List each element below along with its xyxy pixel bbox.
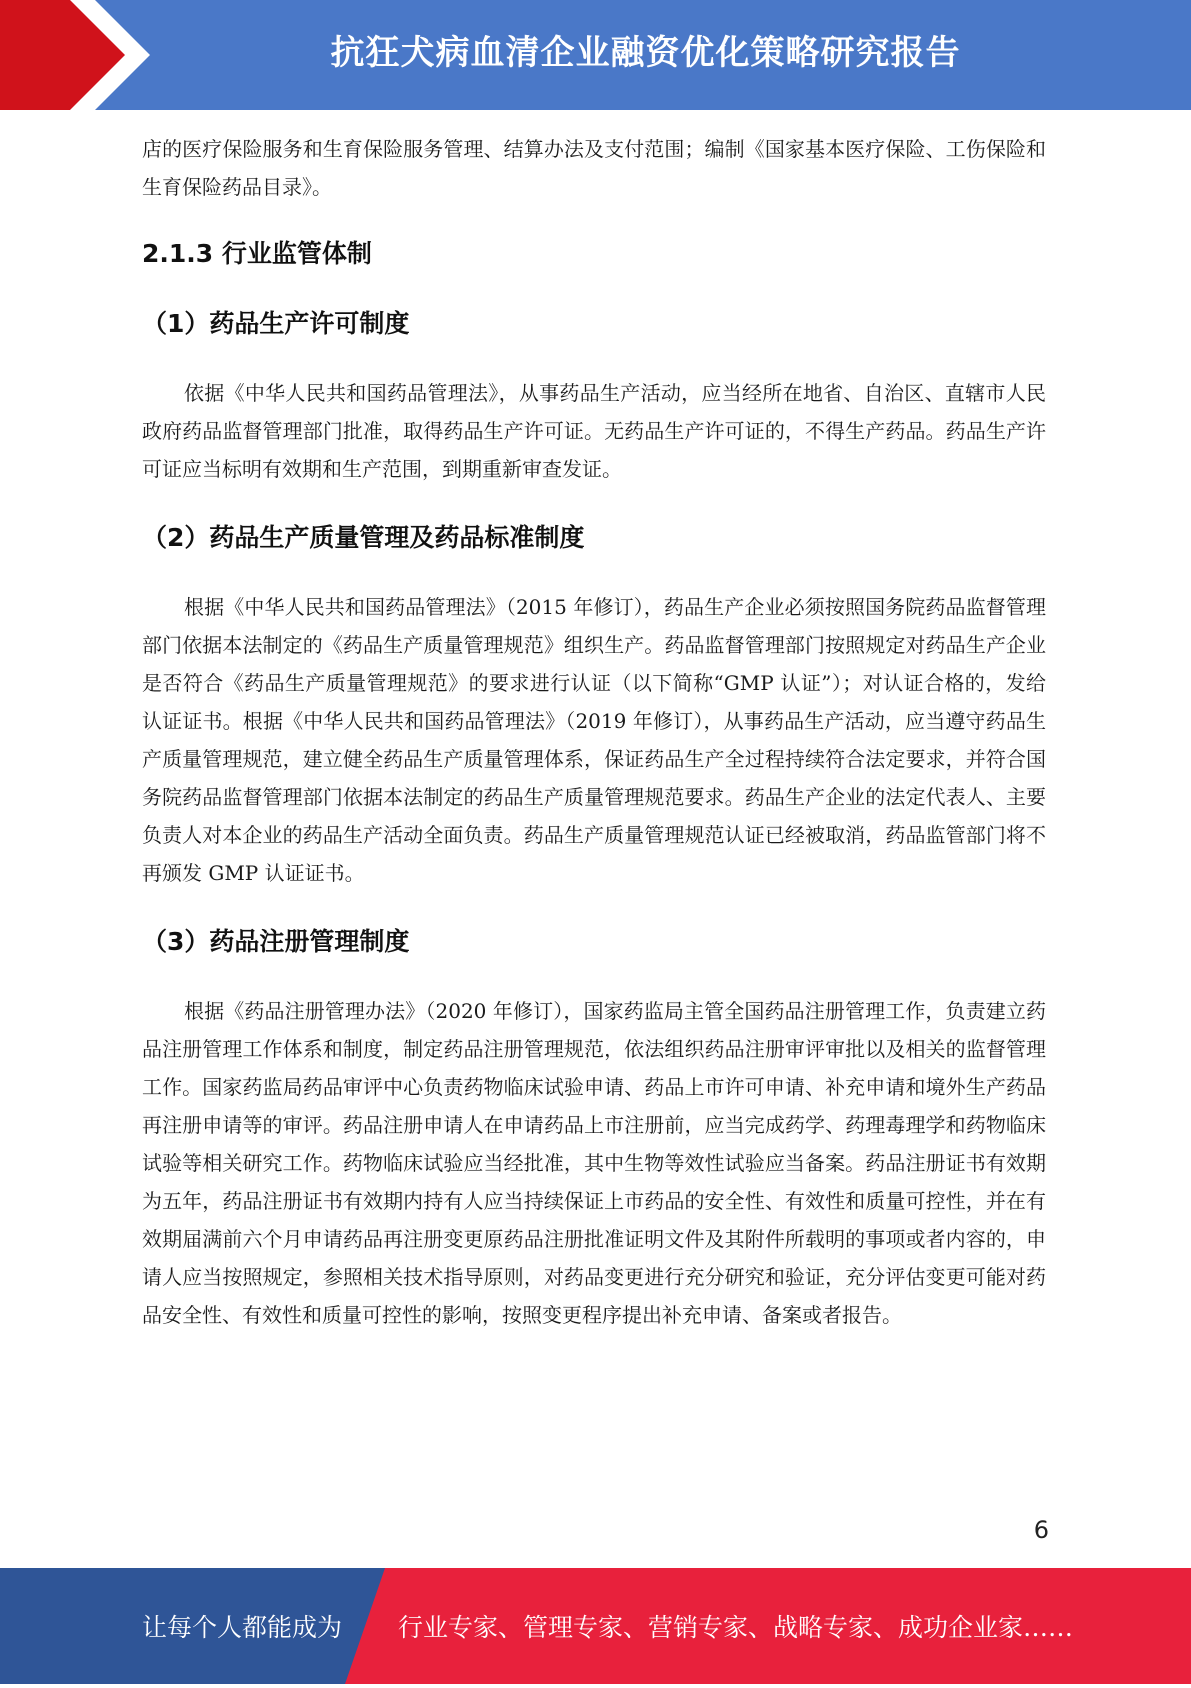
subsection-heading-1: （1）药品生产许可制度 xyxy=(142,309,410,338)
page-number: 6 xyxy=(1033,1516,1049,1544)
subsection-paragraph-1: 依据《中华人民共和国药品管理法》，从事药品生产活动，应当经所在地省、自治区、直辖市人民政府药品监督管理部门批准，取得药品生产许可证。无药品生产许可证的，不得生产药品。药品生产许可证应当标明有效期和生产范围，到期重新审查发证。 xyxy=(142,381,1046,481)
subsection-heading-2: （2）药品生产质量管理及药品标准制度 xyxy=(142,523,585,552)
page-header xyxy=(0,0,1191,110)
intro-paragraph: 店的医疗保险服务和生育保险服务管理、结算办法及支付范围；编制《国家基本医疗保险、工伤保险和生育保险药品目录》。 xyxy=(142,137,1046,199)
section-heading: 2.1.3 行业监管体制 xyxy=(142,239,372,268)
subsection-paragraph-3: 根据《药品注册管理办法》（2020 年修订），国家药监局主管全国药品注册管理工作，负责建立药品注册管理工作体系和制度，制定药品注册管理规范，依法组织药品注册审评审批以及相关的监督管理工作。国家药监局药品审评中心负责药物临床试验申请、药品上市许可申请、补充申请和境外生产药品再注册申请等的审评。药品注册申请人在申请药品上市注册前，应当完成药学、药理毒理学和药物临床试验等相关研究工作。药物临床试验应当经批准，其中生物等效性试验应当备案。药品注册证书有效期为五年，药品注册证书有效期内持有人应当持续保证上市药品的安全性、有效性和质量可控性，并在有效期届满前六个月申请药品再注册变更原药品注册批准证明文件及其附件所载明的事项或者内容的，申请人应当按照规定，参照相关技术指导原则，对药品变更进行充分研究和验证，充分评估变更可能对药品安全性、有效性和质量可控性的影响，按照变更程序提出补充申请、备案或者报告。 xyxy=(142,999,1046,1327)
footer-slogan-left: 让每个人都能成为 xyxy=(142,1613,343,1642)
subsection-paragraph-2: 根据《中华人民共和国药品管理法》（2015 年修订），药品生产企业必须按照国务院药品监督管理部门依据本法制定的《药品生产质量管理规范》组织生产。药品监督管理部门按照规定对药品生产企业是否符合《药品生产质量管理规范》的要求进行认证（以下简称“GMP 认证”）；对认证合格的，发给认证证书。根据《中华人民共和国药品管理法》（2019 年修订），从事药品生产活动，应当遵守药品生产质量管理规范，建立健全药品生产质量管理体系，保证药品生产全过程持续符合法定要求，并符合国务院药品监督管理部门依据本法制定的药品生产质量管理规范要求。药品生产企业的法定代表人、主要负责人对本企业的药品生产活动全面负责。药品生产质量管理规范认证已经被取消，药品监管部门将不再颁发 GMP 认证证书。 xyxy=(142,595,1046,885)
report-title: 抗狂犬病血清企业融资优化策略研究报告 xyxy=(330,33,961,73)
page-footer xyxy=(0,1568,1191,1684)
footer-slogan-right: 行业专家、管理专家、营销专家、战略专家、成功企业家…… xyxy=(398,1613,1074,1642)
subsection-heading-3: （3）药品注册管理制度 xyxy=(142,927,410,956)
page-content xyxy=(142,130,1046,1334)
